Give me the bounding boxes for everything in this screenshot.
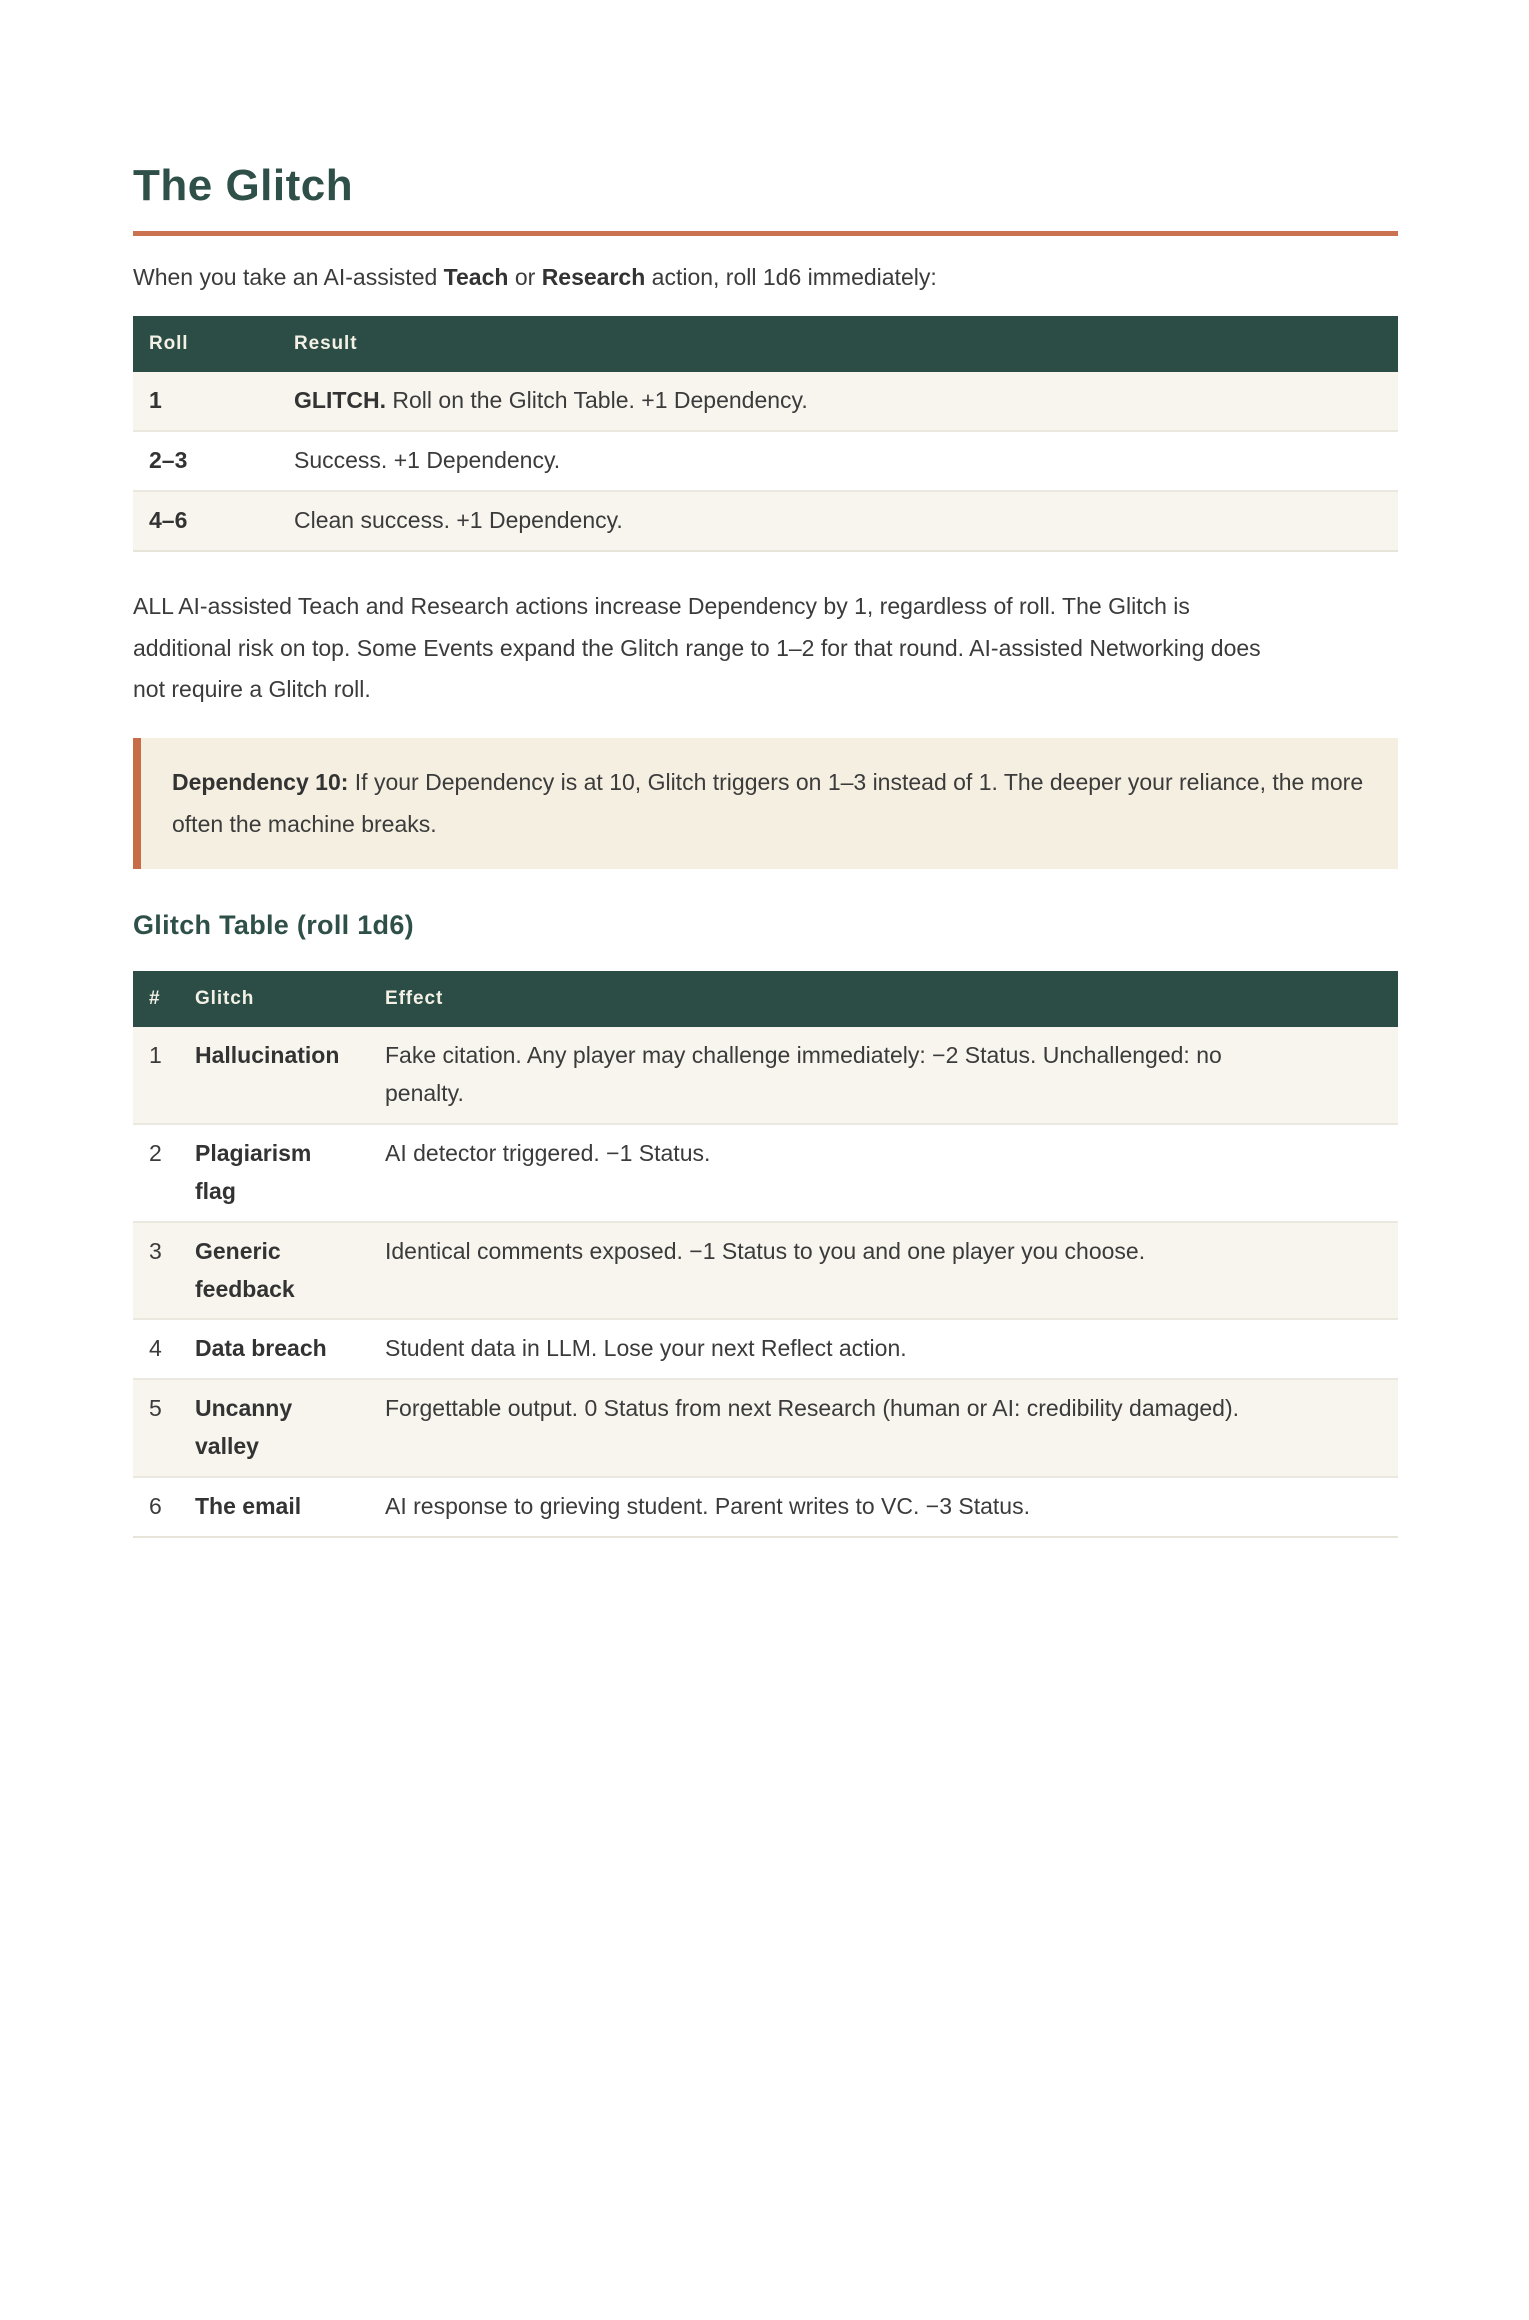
dependency-note-paragraph: ALL AI-assisted Teach and Research actions increase Dependency by 1, regardless of roll. The Glitch is additional risk on top. Some Events expand the Glitch range to 1–2 for that round. AI-assisted Networking does not require a Glitch roll. (133, 593, 1261, 702)
roll-table-row (133, 491, 1398, 551)
intro-emphasis-teach: Teach (443, 263, 509, 290)
callout-paragraph (172, 762, 1367, 845)
intro-emphasis-research: Research (541, 263, 646, 290)
roll-table-header (133, 316, 1398, 372)
glitch-number-cell: 1 (149, 1041, 162, 1068)
glitch-effect-cell: Identical comments exposed. −1 Status to you and one player you choose. (385, 1237, 1146, 1264)
roll-table-row (133, 431, 1398, 491)
glitch-number-cell: 3 (149, 1237, 162, 1264)
intro-text-post: action, roll 1d6 immediately: (645, 263, 937, 290)
glitch-table-row (133, 1477, 1398, 1537)
glitch-table-body (133, 1027, 1398, 1537)
glitch-effect-cell: AI detector triggered. −1 Status. (385, 1139, 711, 1166)
accent-divider (133, 231, 1398, 236)
glitch-name-cell: Data breach (195, 1335, 327, 1362)
callout-label: Dependency 10: (172, 769, 349, 796)
glitch-column-header: Glitch (179, 971, 369, 1027)
glitch-table-header (133, 971, 1398, 1027)
result-cell: GLITCH. Roll on the Glitch Table. +1 Dependency. (294, 387, 808, 414)
roll-column-header: Roll (133, 316, 278, 372)
glitch-table-header-row (133, 971, 1398, 1027)
glitch-number-cell: 2 (149, 1139, 162, 1166)
glitch-table-row (133, 1319, 1398, 1379)
roll-table-row (133, 372, 1398, 431)
glitch-name-cell: Plagiarism flag (195, 1139, 312, 1204)
roll-cell: 2–3 (149, 447, 188, 474)
glitch-table-heading: Glitch Table (roll 1d6) (133, 910, 414, 941)
intro-text-mid: or (508, 263, 542, 290)
roll-cell: 1 (149, 387, 162, 414)
result-column-header: Result (278, 316, 1398, 372)
glitch-table-row (133, 1222, 1398, 1320)
glitch-effect-cell: Student data in LLM. Lose your next Reflect action. (385, 1335, 907, 1362)
intro-text-pre: When you take an AI-assisted (133, 263, 444, 290)
roll-table-body (133, 372, 1398, 551)
callout-text: If your Dependency is at 10, Glitch triggers on 1–3 instead of 1. The deeper your reliance, the more often the machine breaks. (172, 769, 1364, 837)
roll-table (133, 316, 1398, 552)
glitch-number-cell: 6 (149, 1493, 162, 1520)
document-page (133, 160, 1398, 1538)
roll-table-header-row (133, 316, 1398, 372)
roll-cell: 4–6 (149, 507, 188, 534)
glitch-effect-cell: Fake citation. Any player may challenge immediately: −2 Status. Unchallenged: no penalty. (385, 1041, 1222, 1106)
glitch-table (133, 971, 1398, 1538)
glitch-name-cell: Hallucination (195, 1041, 340, 1068)
result-cell: Success. +1 Dependency. (294, 447, 561, 474)
intro-paragraph (133, 260, 1398, 295)
glitch-table-row (133, 1124, 1398, 1222)
result-emphasis: GLITCH. (294, 387, 386, 414)
dependency-callout (133, 738, 1398, 869)
effect-column-header: Effect (369, 971, 1398, 1027)
glitch-number-cell: 4 (149, 1335, 162, 1362)
glitch-name-cell: Generic feedback (195, 1237, 295, 1302)
number-column-header: # (133, 971, 179, 1027)
glitch-table-row (133, 1027, 1398, 1124)
result-cell: Clean success. +1 Dependency. (294, 507, 623, 534)
page-title: The Glitch (133, 161, 354, 210)
glitch-name-cell: The email (195, 1493, 302, 1520)
glitch-effect-cell: AI response to grieving student. Parent writes to VC. −3 Status. (385, 1493, 1030, 1520)
glitch-name-cell: Uncanny valley (195, 1395, 293, 1460)
glitch-effect-cell: Forgettable output. 0 Status from next Research (human or AI: credibility damaged). (385, 1395, 1239, 1422)
glitch-number-cell: 5 (149, 1395, 162, 1422)
glitch-table-row (133, 1379, 1398, 1477)
